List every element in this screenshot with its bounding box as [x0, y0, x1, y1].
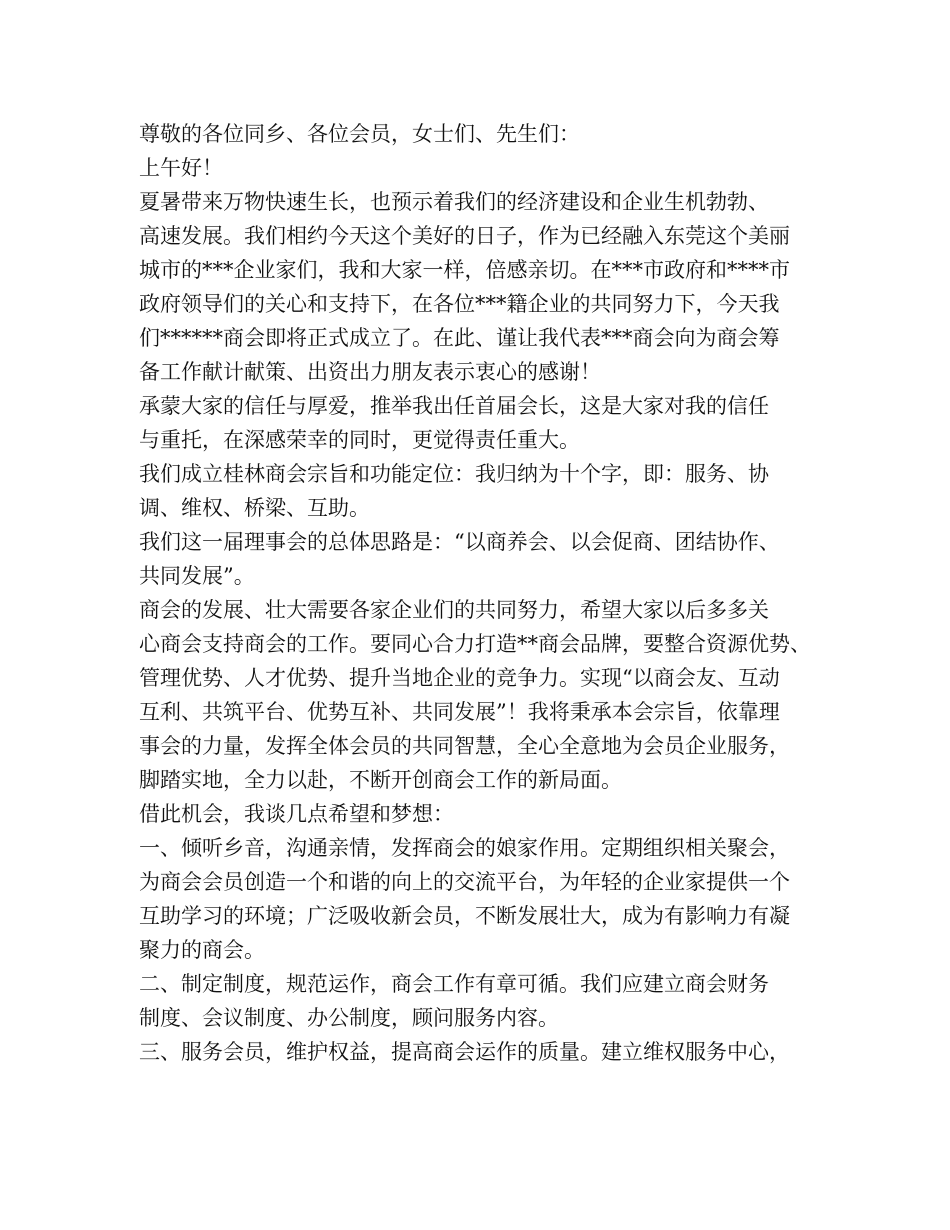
text-line: 我们这一届理事会的总体思路是：“以商养会、以会促商、团结协作、: [139, 530, 780, 554]
text-line: 聚力的商会。: [139, 938, 265, 962]
text-line: 商会的发展、壮大需要各家企业们的共同努力，希望大家以后多多关: [139, 598, 769, 622]
text-line: 夏暑带来万物快速生长，也预示着我们的经济建设和企业生机勃勃、: [139, 190, 769, 214]
text-line: 备工作献计献策、出资出力朋友表示衷心的感谢！: [139, 360, 601, 384]
text-line: 借此机会，我谈几点希望和梦想：: [139, 802, 454, 826]
text-line: 我们成立桂林商会宗旨和功能定位：我归纳为十个字，即：服务、协: [139, 462, 769, 486]
text-line: 高速发展。我们相约今天这个美好的日子，作为已经融入东莞这个美丽: [139, 224, 790, 248]
text-line: 调、维权、桥梁、互助。: [139, 496, 370, 520]
text-line: 互利、共筑平台、优势互补、共同发展”！我将秉承本会宗旨，依靠理: [139, 700, 780, 724]
text-line: 政府领导们的关心和支持下，在各位***籍企业的共同努力下，今天我: [139, 292, 780, 316]
speech-body: [139, 117, 829, 1069]
text-line: 制度、会议制度、办公制度，顾问服务内容。: [139, 1006, 559, 1030]
text-line: 承蒙大家的信任与厚爱，推举我出任首届会长，这是大家对我的信任: [139, 394, 769, 418]
text-line: 尊敬的各位同乡、各位会员，女士们、先生们：: [139, 122, 580, 146]
text-line: 共同发展”。: [139, 564, 255, 588]
text-line: 与重托，在深感荣幸的同时，更觉得责任重大。: [139, 428, 580, 452]
text-line: 为商会会员创造一个和谐的向上的交流平台，为年轻的企业家提供一个: [139, 870, 790, 894]
text-line: 心商会支持商会的工作。要同心合力打造**商会品牌，要整合资源优势、: [139, 632, 811, 656]
text-line: 事会的力量，发挥全体会员的共同智慧，全心全意地为会员企业服务，: [139, 734, 790, 758]
text-line: 脚踏实地，全力以赴，不断开创商会工作的新局面。: [139, 768, 622, 792]
text-line: 三、服务会员，维护权益，提高商会运作的质量。建立维权服务中心，: [139, 1040, 790, 1064]
text-line: 互助学习的环境；广泛吸收新会员，不断发展壮大，成为有影响力有凝: [139, 904, 790, 928]
text-line: 上午好！: [139, 156, 223, 180]
text-line: 一、倾听乡音，沟通亲情，发挥商会的娘家作用。定期组织相关聚会，: [139, 836, 790, 860]
text-line: 们******商会即将正式成立了。在此、谨让我代表***商会向为商会筹: [139, 326, 780, 350]
text-line: 二、制定制度，规范运作，商会工作有章可循。我们应建立商会财务: [139, 972, 769, 996]
text-line: 城市的***企业家们，我和大家一样，倍感亲切。在***市政府和****市: [139, 258, 790, 282]
text-line: 管理优势、人才优势、提升当地企业的竞争力。实现“以商会友、互动: [139, 666, 780, 690]
